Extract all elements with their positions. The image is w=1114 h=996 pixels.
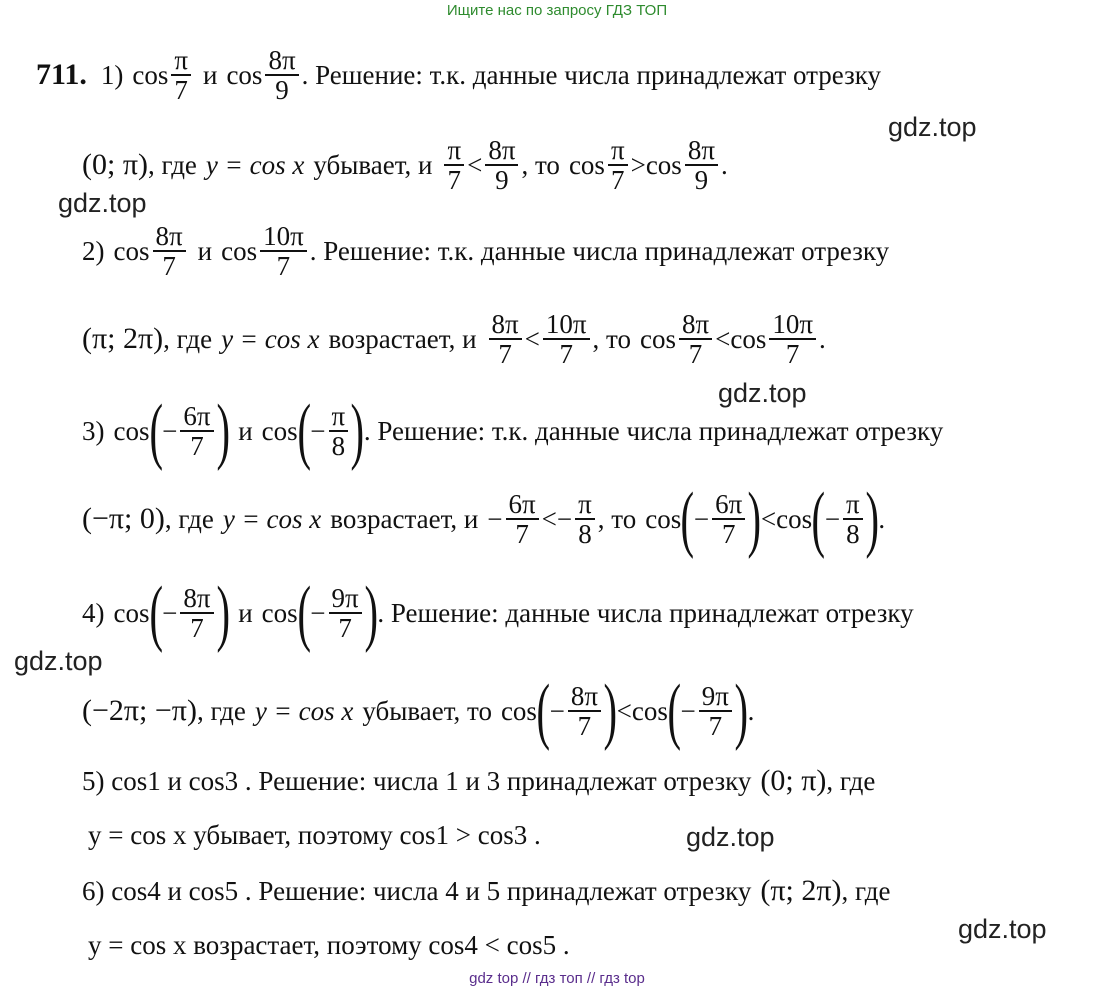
footer-links[interactable]: gdz top // гдз топ // гдз top	[469, 970, 645, 987]
fraction: $\frac{8\pi}{9}$	[485, 136, 518, 195]
item-4-line-2: (−2π; −π) , где y = cos x убывает, то cos ( − $\frac{8\pi}{7}$ ) < cos ( − $\frac{9\pi}{7}$ ) .	[82, 670, 755, 752]
fraction: $\frac{\pi}{7}$	[608, 136, 628, 195]
fraction: $\frac{6\pi}{7}$	[506, 490, 539, 549]
fraction: $\frac{9\pi}{7}$	[699, 682, 732, 741]
item-5-line-2: y = cos x убывает, поэтому cos1 > cos3 .	[88, 819, 541, 850]
watermark: gdz.top	[58, 188, 147, 218]
item-5-line-1: 5) cos1 и cos3 . Решение: числа 1 и 3 принадлежат отрезку (0; π) , где	[82, 764, 876, 797]
item-6-line-2: y = cos x возрастает, поэтому cos4 < cos5 .	[88, 929, 570, 960]
fraction: $\frac{\pi}{7}$	[444, 136, 464, 195]
item-2-line-1: 2) cos $\frac{8\pi}{7}$ и cos $\frac{10\pi}{7}$ . Решение: т.к. данные числа принадлежат отрезку	[82, 220, 890, 281]
fraction: $\frac{6\pi}{7}$	[712, 490, 745, 549]
fraction: $\frac{8\pi}{7}$	[568, 682, 601, 741]
fraction: $\frac{\pi}{7}$	[171, 46, 191, 105]
problem-number: 711.	[36, 58, 87, 91]
watermark: gdz.top	[686, 822, 775, 852]
fraction: $\frac{6\pi}{7}$	[180, 402, 213, 461]
watermark: gdz.top	[718, 378, 807, 408]
item-3-line-1: 3) cos ( − $\frac{6\pi}{7}$ ) и cos ( − $\frac{\pi}{8}$ ) . Решение: т.к. данные числа принадлежат отрезку	[82, 390, 944, 472]
item-2-line-2: (π; 2π) , где y = cos x возрастает, и $\frac{8\pi}{7}$ < $\frac{10\pi}{7}$ , то cos $\frac{8\pi}{7}$ < cos $\frac{10\pi}{7}$ .	[82, 308, 826, 369]
fraction: $\frac{\pi}{8}$	[575, 490, 595, 549]
fraction: $\frac{8\pi}{9}$	[685, 136, 718, 195]
fraction: $\frac{8\pi}{7}$	[489, 310, 522, 369]
top-banner[interactable]: Ищите нас по запросу ГДЗ ТОП	[446, 2, 668, 19]
watermark: gdz.top	[958, 914, 1047, 944]
watermark: gdz.top	[14, 646, 103, 676]
fraction: $\frac{8\pi}{7}$	[679, 310, 712, 369]
watermark: gdz.top	[888, 112, 977, 142]
fraction: $\frac{\pi}{8}$	[329, 402, 349, 461]
item-4-line-1: 4) cos ( − $\frac{8\pi}{7}$ ) и cos ( − $\frac{9\pi}{7}$ ) . Решение: данные числа принадлежат отрезку	[82, 572, 914, 654]
fraction: $\frac{\pi}{8}$	[843, 490, 863, 549]
item-6-line-1: 6) cos4 и cos5 . Решение: числа 4 и 5 принадлежат отрезку (π; 2π) , где	[82, 874, 891, 907]
item-1-line-2: (0; π) , где y = cos x убывает, и $\frac{\pi}{7}$ < $\frac{8\pi}{9}$ , то cos $\frac{\pi}{7}$ > cos $\frac{8\pi}{9}$ .	[82, 134, 728, 195]
fraction: $\frac{8\pi}{7}$	[153, 222, 186, 281]
fraction: $\frac{10\pi}{7}$	[260, 222, 307, 281]
fraction: $\frac{9\pi}{7}$	[329, 584, 362, 643]
fraction: $\frac{8\pi}{9}$	[265, 46, 298, 105]
item-1-line-1: 711. 1) cos $\frac{\pi}{7}$ и cos $\frac{8\pi}{9}$ . Решение: т.к. данные числа принадлежат отрезку	[36, 44, 881, 105]
fraction: $\frac{10\pi}{7}$	[543, 310, 590, 369]
fraction: $\frac{10\pi}{7}$	[769, 310, 816, 369]
fraction: $\frac{8\pi}{7}$	[180, 584, 213, 643]
item-3-line-2: (−π; 0) , где y = cos x возрастает, и − $\frac{6\pi}{7}$ < − $\frac{\pi}{8}$ , то cos ( − $\frac{6\pi}{7}$ ) < cos ( − $\frac{\pi}{8}$ ) .	[82, 478, 886, 560]
